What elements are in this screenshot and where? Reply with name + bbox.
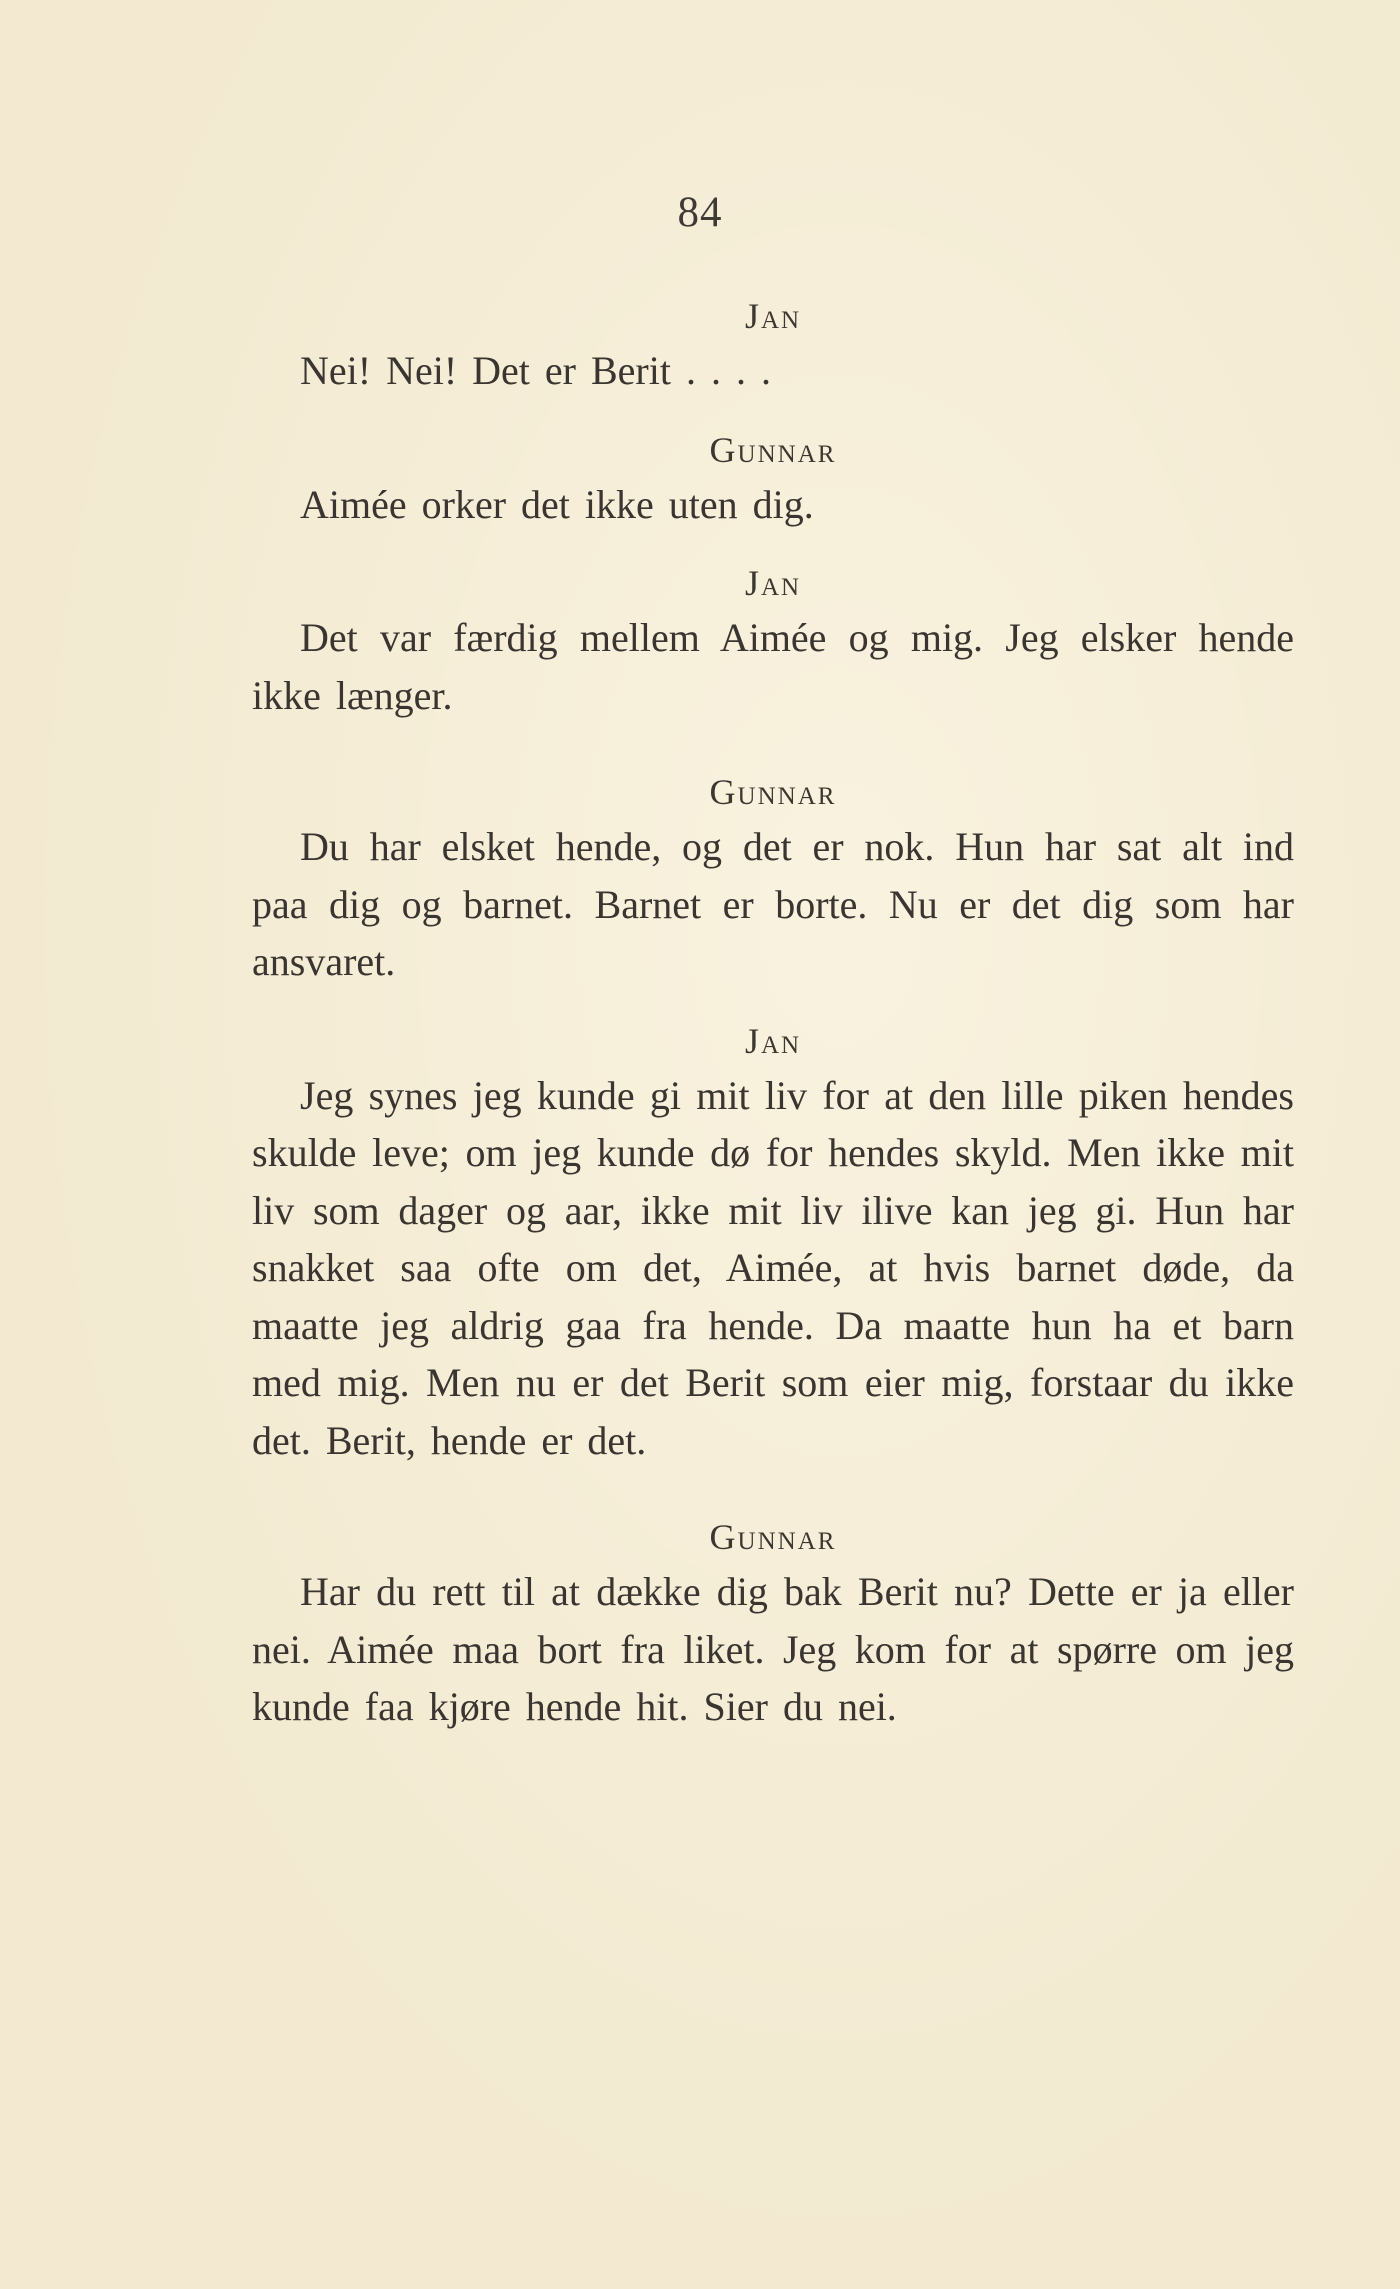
speaker-name: Gunnar xyxy=(709,772,837,812)
dialogue-entry xyxy=(252,1015,1294,1470)
speech-text: Nei! Nei! Det er Berit . . . . xyxy=(300,348,771,393)
speaker-name: Gunnar xyxy=(709,1517,837,1557)
speech-text: Har du rett til at dække dig bak Berit nu? Dette er ja eller nei. Aimée maa bort fra liket. Jeg kom for at spørre om jeg kunde faa kjøre hende hit. Sier du nei. xyxy=(252,1569,1294,1729)
dialogue-block xyxy=(252,290,1294,1736)
speaker-name: Jan xyxy=(744,296,802,336)
speaker-name: Jan xyxy=(744,563,802,603)
speech-text: Det var færdig mellem Aimée og mig. Jeg elsker hende ikke længer. xyxy=(252,615,1294,718)
dialogue-entry xyxy=(252,424,1294,534)
page-number: 84 xyxy=(677,189,723,236)
speech-text: Du har elsket hende, og det er nok. Hun har sat alt ind paa dig og barnet. Barnet er borte. Nu er det dig som har ansvaret. xyxy=(252,824,1294,984)
dialogue-entry xyxy=(252,766,1294,991)
dialogue-entry xyxy=(252,557,1294,724)
dialogue-entry xyxy=(252,290,1294,400)
speaker-name: Gunnar xyxy=(709,429,837,470)
dialogue-entry xyxy=(252,1511,1294,1736)
speech-text: Jeg synes jeg kunde gi mit liv for at den lille piken hendes skulde leve; om jeg kunde dø for hendes skyld. Men ikke mit liv som dager og aar, ikke mit liv ilive kan jeg gi. Hun har snakket saa ofte om det, Aimée, at hvis barnet døde, da maatte jeg aldrig gaa fra hende. Da maatte hun ha et barn med mig. Men nu er det Berit som eier mig, forstaar du ikke det. Berit, hende er det. xyxy=(252,1072,1294,1463)
speaker-name: Jan xyxy=(744,1020,802,1061)
speech-text: Aimée orker det ikke uten dig. xyxy=(300,481,814,527)
